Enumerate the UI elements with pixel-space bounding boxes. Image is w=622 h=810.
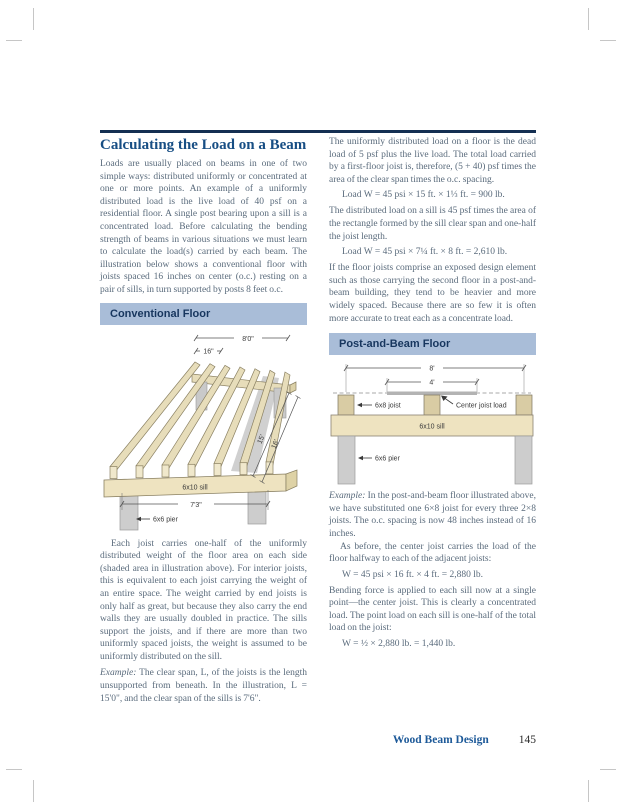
- crop-mark: [6, 769, 22, 770]
- footer-page-number: 145: [518, 734, 536, 746]
- crop-mark: [33, 780, 34, 802]
- sill-load-formula: Load W = 45 psi × 7¼ ft. × 8 ft. = 2,610 lb.: [342, 247, 508, 258]
- pier-label: 6x6 pier: [375, 455, 400, 463]
- example-text: The clear span, L, of the joists is the length unsupported from beneath. In the illustration, L = 15'0", and the clear span of the sills is 7'6".: [100, 668, 308, 704]
- dim-label-15ft: 15': [256, 433, 267, 445]
- floor-load-paragraph: The uniformly distributed load on a floor is the dead load of 5 psf plus the live load. The total load carried by a first-floor joist is, therefore, (5 + 40) psf times the area of the clear span times the o.c. spacing.: [329, 137, 536, 185]
- crop-mark: [33, 8, 34, 30]
- joist-label: 6x8 joist: [375, 402, 401, 410]
- dim-label-8ft0: 8'0": [242, 335, 254, 343]
- sill-label: 6x10 sill: [182, 484, 208, 492]
- post-and-beam-illustration: [329, 358, 535, 486]
- dim-label-7ft3: 7'3": [190, 501, 202, 509]
- dim-label-8ft: 8': [429, 365, 435, 373]
- center-load-strip: [387, 392, 477, 396]
- crop-mark: [6, 40, 22, 41]
- section-heading: Calculating the Load on a Beam: [100, 137, 307, 153]
- sill-load-paragraph: The distributed load on a sill is 45 psf times the area of the rectangle formed by the sill clear span and one-half the joist length.: [329, 206, 536, 242]
- joist-callout: [357, 403, 372, 407]
- dim-label-16ft: 16': [270, 438, 281, 450]
- dimension-8ft: [344, 365, 526, 371]
- piers: [338, 436, 532, 484]
- center-load-label: Center joist load: [456, 402, 507, 410]
- dim-label-4ft: 4': [429, 379, 435, 387]
- pier-label: 6x6 pier: [153, 516, 178, 524]
- figure-title-post-and-beam-floor: Post-and-Beam Floor: [329, 333, 536, 355]
- bending-force-paragraph: Bending force is applied to each sill now at a single point—the center joist. This is clearly a concentrated load. The point load on each sill is one-half of the total load on the joist:: [329, 585, 536, 634]
- top-rule: [100, 130, 536, 133]
- exposed-joists-paragraph: If the floor joists comprise an exposed design element such as those carrying the second floor in a post-and-beam building, they tend to be heavier and more widely spaced. Because there are so few it is often more accurate to treat each as a concentrate load.: [329, 263, 536, 324]
- crop-mark: [600, 40, 616, 41]
- right-column: [329, 136, 536, 654]
- point-load-formula: W = ½ × 2,880 lb. = 1,440 lb.: [342, 639, 456, 650]
- crop-mark: [600, 769, 616, 770]
- page-footer: [100, 734, 536, 746]
- crop-mark: [588, 8, 589, 30]
- left-column: [100, 134, 307, 705]
- pier-callout: [358, 456, 372, 460]
- example-paragraph-right: [329, 490, 536, 540]
- example-label: Example:: [329, 491, 366, 502]
- sill-label: 6x10 sill: [419, 423, 445, 431]
- center-joist-paragraph: As before, the center joist carries the load of the floor halfway to each of the adjacent joists:: [329, 541, 536, 565]
- center-joist-formula: W = 45 psi × 16 ft. × 4 ft. = 2,880 lb.: [342, 569, 484, 580]
- dim-label-16in: 16": [203, 348, 214, 356]
- example-label: Example:: [100, 668, 137, 679]
- example-paragraph-left: [100, 667, 307, 705]
- tributary-paragraph: Each joist carries one-half of the uniformly distributed weight of the floor area on each side (shaded area in illustration above). For interior joists, this is equivalent to each joist carrying the weight of an entire space. The weight carried by end joists is only half as great, but because they also carry the end walls they are usually doubled in practice. The sills support the joists, and if there are more than two uniformly spaced joists, the weight is assumed to be uniformly distributed on the sill.: [100, 538, 307, 662]
- intro-paragraph: Loads are usually placed on beams in one of two simple ways: distributed uniformly or concentrated at one or more points. An example of a uniformly distributed load is the live load of 40 psf on a residential floor. A single post bearing upon a sill is a concentrated load. Before calculating the bending strength of beams in various situations we must learn to calculate the load(s) carried by each beam. The illustration below shows a conventional floor with joists spaced 16 inches on center (o.c.) resting on a pair of sills, in turn supported by posts 8 feet o.c.: [100, 159, 307, 295]
- example-text: In the post-and-beam floor illustrated above, we have substituted one 6×8 joist for every three 2×8 joists. The o.c. spacing is now 48 inches instead of 16 inches.: [329, 491, 536, 539]
- figure-title-conventional-floor: Conventional Floor: [100, 303, 307, 325]
- joist-load-formula: Load W = 45 psi × 15 ft. × 1⅓ ft. = 900 lb.: [342, 190, 505, 201]
- conventional-floor-illustration: [100, 328, 306, 534]
- footer-chapter-title: Wood Beam Design: [392, 734, 489, 746]
- center-load-callout: [441, 396, 453, 405]
- crop-mark: [588, 780, 589, 802]
